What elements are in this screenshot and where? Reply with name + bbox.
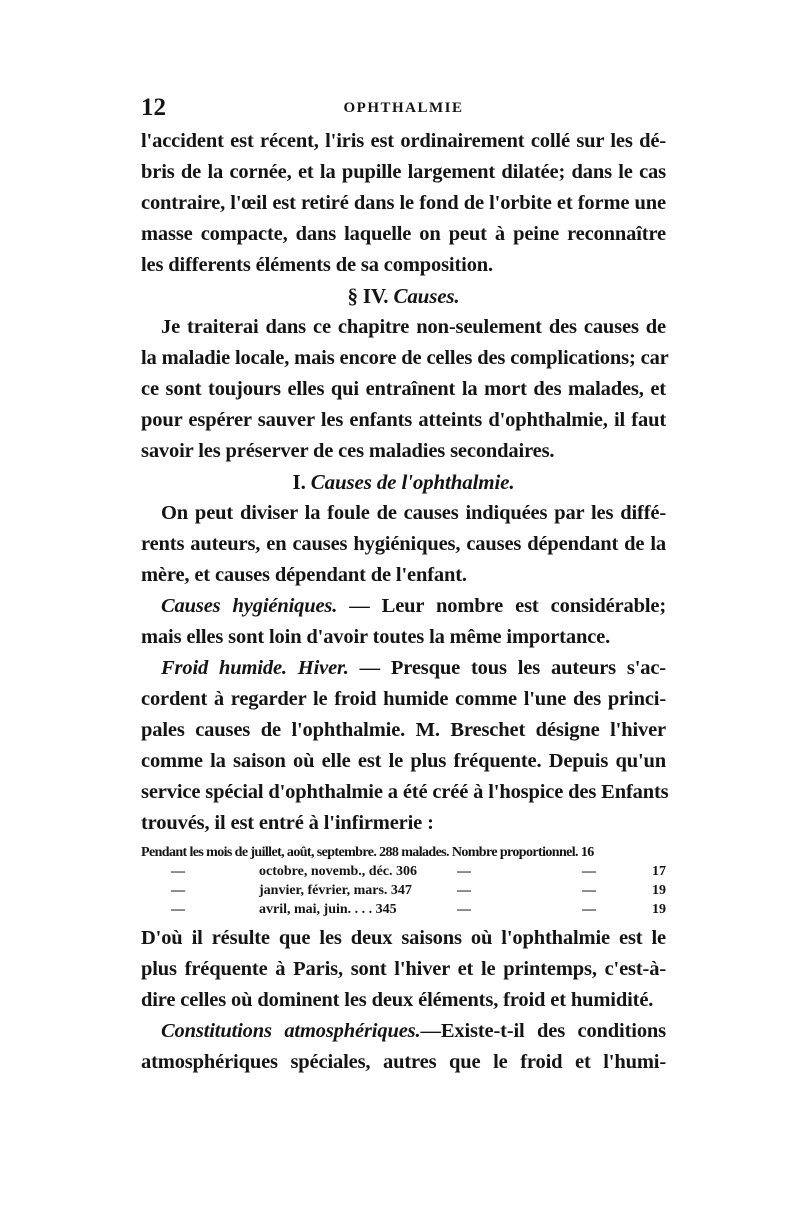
- text-run: — Presque tous les auteurs s'ac-: [348, 657, 666, 679]
- table-period: octobre, novemb., déc. 306: [259, 864, 417, 879]
- text-line: la maladie locale, mais encore de celles des complications; car: [141, 347, 669, 369]
- text-line: On peut diviser la foule de causes indiquées par les diffé-: [161, 502, 666, 524]
- table-ratio: 19: [652, 902, 666, 917]
- text-line: savoir les préserver de ces maladies secondaires.: [141, 440, 555, 462]
- text-line: ce sont toujours elles qui entraînent la mort des malades, et: [141, 378, 666, 400]
- table-row: [141, 900, 666, 919]
- text-line: mère, et causes dépendant de l'enfant.: [141, 564, 467, 586]
- ditto-dash: —: [457, 864, 471, 879]
- ditto-dash: —: [582, 883, 596, 898]
- ditto-dash: —: [457, 902, 471, 917]
- running-title: OPHTHALMIE: [343, 100, 464, 116]
- text-line: bris de la cornée, et la pupille largement dilatée; dans le cas: [141, 161, 666, 183]
- table-first-row: Pendant les mois de juillet, août, septembre. 288 malades. Nombre proportionnel. 16: [141, 845, 594, 860]
- causes-hygieniques-label: Causes hygiéniques.: [161, 595, 338, 617]
- text-line: plus fréquente à Paris, sont l'hiver et le printemps, c'est-à-: [141, 958, 666, 980]
- text-line: l'accident est récent, l'iris est ordinairement collé sur les dé-: [141, 130, 666, 152]
- ditto-dash: —: [171, 883, 185, 898]
- section-number: § IV.: [347, 284, 389, 308]
- text-line: cordent à regarder le froid humide comme l'une des princi-: [141, 688, 666, 710]
- ditto-dash: —: [171, 902, 185, 917]
- constitutions-label: Constitutions atmosphériques.: [161, 1020, 421, 1042]
- page-header: [141, 94, 666, 124]
- text-line: Je traiterai dans ce chapitre non-seulement des causes de: [161, 316, 666, 338]
- ditto-dash: —: [457, 883, 471, 898]
- text-line: les differents éléments de sa composition.: [141, 254, 494, 276]
- section-title: Causes.: [393, 284, 460, 308]
- table-ratio: 17: [652, 864, 666, 879]
- text-line: service spécial d'ophthalmie a été créé à l'hospice des Enfants: [141, 781, 669, 803]
- page-number: 12: [141, 94, 166, 121]
- froid-humide-label: Froid humide. Hiver.: [161, 657, 349, 679]
- section-heading: [141, 281, 666, 312]
- subsection-title: Causes de l'ophthalmie.: [310, 470, 515, 494]
- table-row: [141, 881, 666, 900]
- ditto-dash: —: [582, 864, 596, 879]
- text-line: pales causes de l'ophthalmie. M. Breschet désigne l'hiver: [141, 719, 666, 741]
- statistics-table: [141, 843, 666, 919]
- text-line: [141, 653, 666, 684]
- text-line: comme la saison où elle est le plus fréquente. Depuis qu'un: [141, 750, 666, 772]
- subsection-heading: [141, 467, 666, 498]
- table-row: [141, 862, 666, 881]
- table-period: janvier, février, mars. 347: [259, 883, 412, 898]
- text-line: pour espérer sauver les enfants atteints d'ophthalmie, il faut: [141, 409, 666, 431]
- ditto-dash: —: [171, 864, 185, 879]
- text-line: mais elles sont loin d'avoir toutes la même importance.: [141, 626, 611, 648]
- text-run: —Existe-t-il des conditions: [420, 1020, 666, 1042]
- text-line: dire celles où dominent les deux éléments, froid et humidité.: [141, 989, 654, 1011]
- text-run: — Leur nombre est considérable;: [337, 595, 666, 617]
- text-line: masse compacte, dans laquelle on peut à peine reconnaître: [141, 223, 666, 245]
- text-line: D'où il résulte que les deux saisons où l'ophthalmie est le: [141, 927, 666, 949]
- table-row: [141, 843, 666, 862]
- subsection-number: I.: [292, 470, 306, 494]
- text-line: contraire, l'œil est retiré dans le fond de l'orbite et forme une: [141, 192, 666, 214]
- ditto-dash: —: [582, 902, 596, 917]
- table-ratio: 19: [652, 883, 666, 898]
- table-period: avril, mai, juin. . . . 345: [259, 902, 397, 917]
- body-text: [141, 126, 669, 1078]
- text-line: trouvés, il est entré à l'infirmerie :: [141, 812, 434, 834]
- text-line: rents auteurs, en causes hygiéniques, causes dépendant de la: [141, 533, 666, 555]
- text-line: [141, 591, 666, 622]
- text-line: [141, 1016, 666, 1047]
- text-line: atmosphériques spéciales, autres que le froid et l'humi-: [141, 1051, 666, 1073]
